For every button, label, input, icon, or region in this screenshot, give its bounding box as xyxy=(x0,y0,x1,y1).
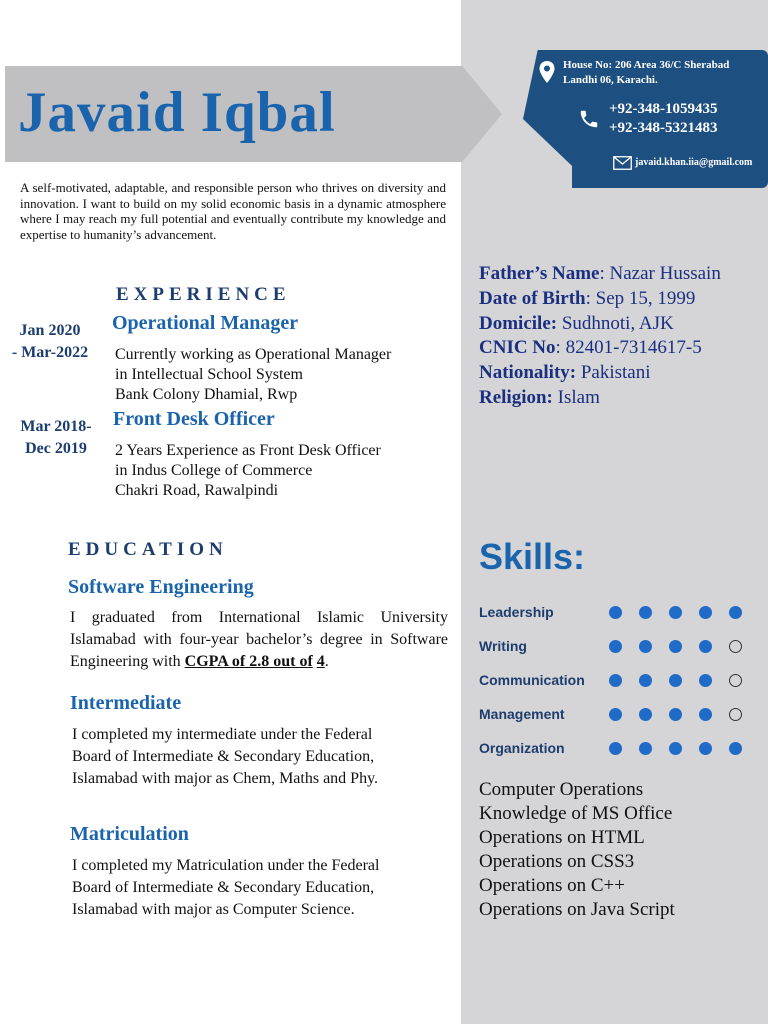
education-software-body: I graduated from International Islamic University Islamabad with four-year bachelor’s degree in Software Engineering with xyxy=(70,609,448,670)
other-skill-item: Operations on HTML xyxy=(479,827,645,848)
skill-dot-filled xyxy=(639,708,652,721)
skill-row xyxy=(479,704,749,724)
other-skill-item: Computer Operations xyxy=(479,779,644,800)
skill-dot-filled xyxy=(639,640,652,653)
skill-dot-filled xyxy=(699,708,712,721)
education-heading: EDUCATION xyxy=(68,539,228,560)
education-matriculation-title: Matriculation xyxy=(70,823,189,845)
address-text: House No: 206 Area 36/C Sherabad Landhi 06, Karachi. xyxy=(563,59,730,86)
skill-dot-filled xyxy=(669,640,682,653)
experience-heading: EXPERIENCE xyxy=(116,284,291,305)
profile-summary: A self-motivated, adaptable, and responsible person who thrives on diversity and innovation. I want to build on my solid economic basis in a dynamic atmosphere where I may reach my full potential and eventually contribute my knowledge and expertise to humanity’s advancement. xyxy=(20,180,446,242)
skill-dot-filled xyxy=(609,674,622,687)
education-intermediate-line: I completed my intermediate under the Federal xyxy=(72,726,373,743)
skill-dot-filled xyxy=(729,606,742,619)
skill-dot-filled xyxy=(699,742,712,755)
skill-dot-filled xyxy=(669,674,682,687)
job-2-date-start: Mar 2018- xyxy=(20,418,92,435)
other-skills-list xyxy=(479,778,675,922)
job-1-date-start: Jan 2020 xyxy=(19,322,81,339)
skill-row xyxy=(479,670,749,690)
skill-dot-filled xyxy=(699,640,712,653)
skill-dot-filled xyxy=(609,640,622,653)
phone-icon xyxy=(578,108,600,130)
phone-numbers xyxy=(609,100,718,138)
job-1-date-end: - Mar-2022 xyxy=(11,344,89,361)
personal-row-nationality: Nationality: Pakistani xyxy=(479,362,651,384)
skill-row xyxy=(479,636,749,656)
skill-dot-filled xyxy=(669,708,682,721)
skill-dot-empty xyxy=(729,708,742,721)
skill-dot-filled xyxy=(669,606,682,619)
education-software-end: . xyxy=(324,653,329,670)
other-skill-item: Operations on Java Script xyxy=(479,899,675,920)
education-software-title: Software Engineering xyxy=(68,576,254,598)
job-2-line: 2 Years Experience as Front Desk Officer xyxy=(115,442,381,459)
job-1-title: Operational Manager xyxy=(112,312,299,334)
job-1-date xyxy=(8,320,92,364)
skill-row xyxy=(479,738,749,758)
candidate-name: Javaid Iqbal xyxy=(18,81,336,144)
skill-dot-filled xyxy=(639,606,652,619)
job-1-line: Bank Colony Dhamial, Rwp xyxy=(115,386,298,403)
skill-dot-filled xyxy=(669,742,682,755)
skill-name: Writing xyxy=(479,638,527,654)
email-link[interactable]: javaid.khan.iia@gmail.com xyxy=(635,157,753,168)
job-1-line: in Intellectual School System xyxy=(115,366,303,383)
job-1-line: Currently working as Operational Manager xyxy=(115,346,392,363)
job-1-description xyxy=(115,345,391,405)
cgpa-label: CGPA of 2.8 out of xyxy=(184,653,313,670)
education-intermediate-text xyxy=(72,724,378,790)
skill-dot-empty xyxy=(729,640,742,653)
skill-name: Leadership xyxy=(479,604,554,620)
skill-dot-filled xyxy=(639,742,652,755)
job-2-description xyxy=(115,441,381,501)
other-skill-item: Operations on CSS3 xyxy=(479,851,635,872)
other-skill-item: Operations on C++ xyxy=(479,875,625,896)
other-skill-item: Knowledge of MS Office xyxy=(479,803,673,824)
job-2-line: Chakri Road, Rawalpindi xyxy=(115,482,279,499)
skill-dot-filled xyxy=(609,742,622,755)
personal-row-religion: Religion: Islam xyxy=(479,386,600,408)
education-matriculation-text xyxy=(72,855,379,921)
location-pin-icon xyxy=(538,60,556,84)
personal-row-dob: Date of Birth: Sep 15, 1999 xyxy=(479,287,696,309)
cgpa-value: 4 xyxy=(316,653,325,670)
education-matriculation-line: Islamabad with major as Computer Science. xyxy=(72,901,355,918)
skill-dot-filled xyxy=(699,606,712,619)
education-intermediate-line: Board of Intermediate & Secondary Education, xyxy=(72,748,375,765)
skill-dot-empty xyxy=(729,674,742,687)
skill-dot-filled xyxy=(609,708,622,721)
personal-row-father: Father’s Name: Nazar Hussain xyxy=(479,263,721,284)
skill-name: Communication xyxy=(479,672,585,688)
education-software-text xyxy=(70,607,448,673)
skill-dot-filled xyxy=(729,742,742,755)
skills-heading: Skills: xyxy=(479,536,586,577)
education-matriculation-line: I completed my Matriculation under the Federal xyxy=(72,857,380,874)
personal-row-cnic: CNIC No: 82401-7314617-5 xyxy=(479,337,702,359)
skill-name: Management xyxy=(479,706,565,722)
personal-info xyxy=(479,262,764,411)
phone-number-1[interactable]: +92-348-1059435 xyxy=(609,101,718,117)
job-2-date xyxy=(8,416,104,460)
job-2-date-end: Dec 2019 xyxy=(25,440,87,457)
skill-dot-filled xyxy=(639,674,652,687)
personal-row-domicile: Domicile: Sudhnoti, AJK xyxy=(479,312,674,334)
job-2-line: in Indus College of Commerce xyxy=(115,462,313,479)
phone-number-2[interactable]: +92-348-5321483 xyxy=(609,120,718,136)
education-matriculation-line: Board of Intermediate & Secondary Education, xyxy=(72,879,375,896)
job-2-title: Front Desk Officer xyxy=(113,408,275,430)
education-intermediate-title: Intermediate xyxy=(70,692,182,714)
skill-dot-filled xyxy=(699,674,712,687)
envelope-icon xyxy=(613,156,632,170)
skill-row xyxy=(479,602,749,622)
skill-dot-filled xyxy=(609,606,622,619)
education-intermediate-line: Islamabad with major as Chem, Maths and Phy. xyxy=(72,770,379,787)
skill-name: Organization xyxy=(479,740,565,756)
